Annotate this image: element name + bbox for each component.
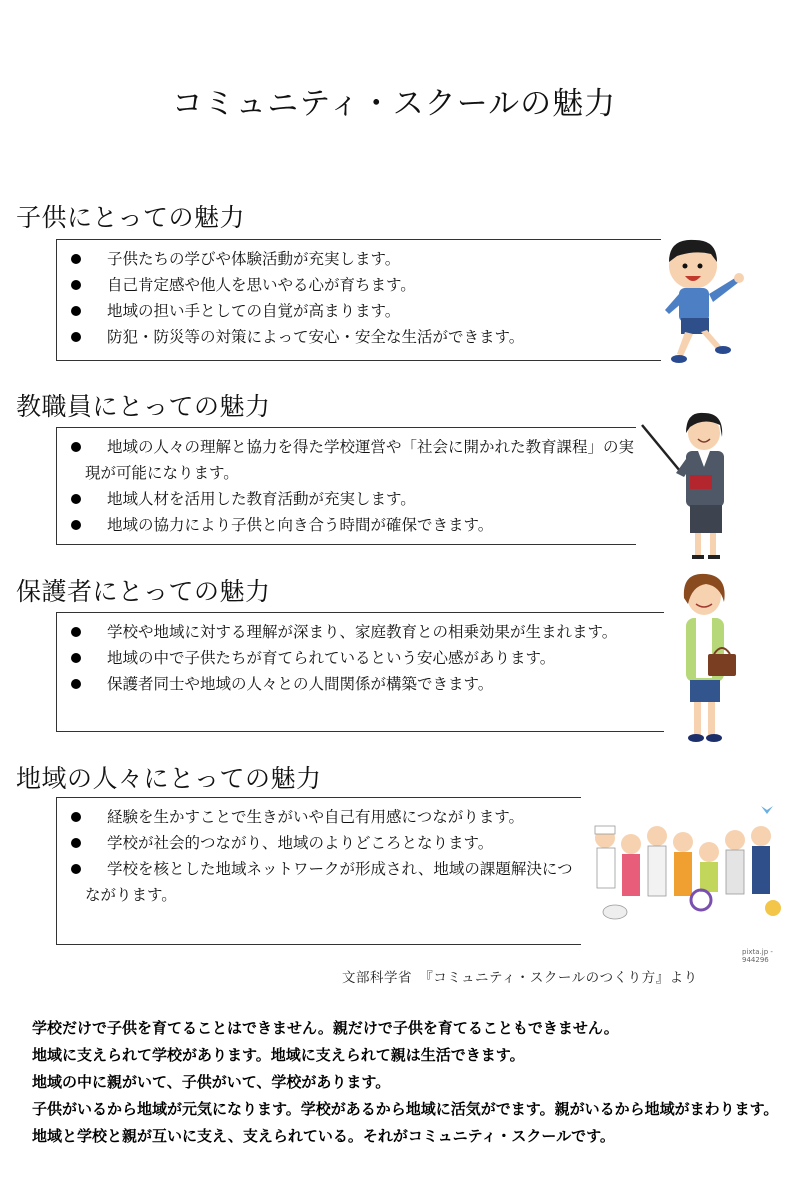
running-child-illustration [655,232,755,372]
list-item: 地域の担い手としての自覚が高まります。 [71,298,661,324]
community-benefits-box [56,797,581,945]
closing-message [32,1015,782,1150]
parent-with-bag-illustration [668,568,748,746]
list-item: 保護者同士や地域の人々との人間関係が構築できます。 [71,671,664,697]
section-heading-children: 子供にとっての魅力 [16,203,246,232]
section-heading-parents: 保護者にとっての魅力 [16,577,271,606]
staff-benefits-box [56,427,636,545]
children-benefits-box [56,239,661,361]
list-item: 自己肯定感や他人を思いやる心が育ちます。 [71,272,661,298]
section-heading-staff: 教職員にとっての魅力 [16,392,271,421]
community-people-illustration [585,800,785,930]
list-item: 子供たちの学びや体験活動が充実します。 [71,246,661,272]
list-item: 防犯・防災等の対策によって安心・安全な生活ができます。 [71,324,661,350]
list-item: 学校や地域に対する理解が深まり、家庭教育との相乗効果が生まれます。 [71,619,664,645]
list-item: 地域の人々の理解と協力を得た学校運営や「社会に開かれた教育課程」の実現が可能になります。 [71,434,636,486]
list-item: 地域の中で子供たちが育てられているという安心感があります。 [71,645,664,671]
list-item: 学校が社会的つながり、地域のよりどころとなります。 [71,830,581,856]
list-item: 地域の協力により子供と向き合う時間が確保できます。 [71,512,636,538]
page-title: コミュニティ・スクールの魅力 [171,86,617,122]
closing-line: 学校だけで子供を育てることはできません。親だけで子供を育てることもできません。 [32,1019,619,1037]
image-credit: pixta.jp - 944296 [742,948,773,964]
source-credit: 文部科学省 『コミュニティ・スクールのつくり方』より [342,970,698,986]
closing-line: 地域と学校と親が互いに支え、支えられている。それがコミュニティ・スクールです。 [32,1127,615,1145]
parents-benefits-box [56,612,664,732]
closing-line: 子供がいるから地域が元気になります。学校があるから地域に活気がでます。親がいるから地域がまわります。 [32,1100,779,1118]
list-item: 経験を生かすことで生きがいや自己有用感につながります。 [71,804,581,830]
closing-line: 地域に支えられて学校があります。地域に支えられて親は生活できます。 [32,1046,525,1064]
teacher-with-pointer-illustration [640,405,740,563]
section-heading-community: 地域の人々にとっての魅力 [16,764,322,793]
list-item: 地域人材を活用した教育活動が充実します。 [71,486,636,512]
list-item: 学校を核とした地域ネットワークが形成され、地域の課題解決につながります。 [71,856,581,908]
closing-line: 地域の中に親がいて、子供がいて、学校があります。 [32,1073,391,1091]
